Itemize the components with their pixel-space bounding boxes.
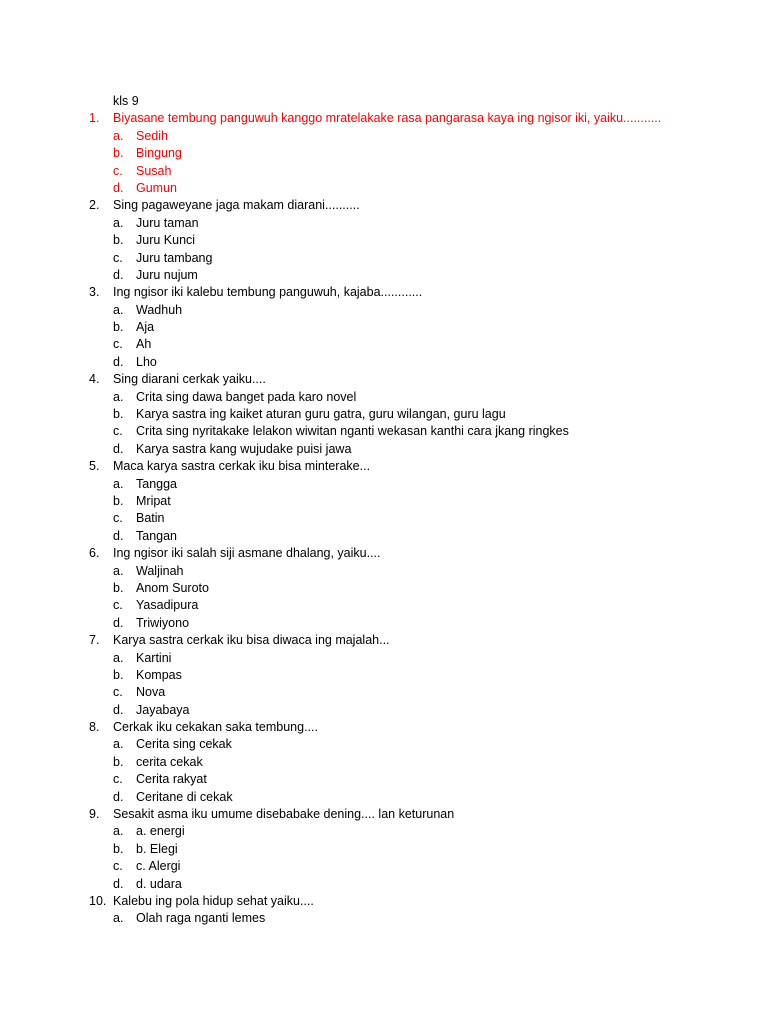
option-letter: d. xyxy=(113,180,124,195)
question-9 xyxy=(0,806,768,823)
answer-option xyxy=(0,510,768,527)
answer-option xyxy=(0,232,768,249)
answer-option xyxy=(0,736,768,753)
answer-option xyxy=(0,476,768,493)
option-letter: a. xyxy=(113,563,124,578)
option-letter: b. xyxy=(113,407,124,422)
question-2 xyxy=(0,197,768,214)
answer-option xyxy=(0,250,768,267)
option-text: c. Alergi xyxy=(136,859,181,874)
question-number: 6. xyxy=(89,546,100,561)
document-page xyxy=(0,93,768,928)
answer-option xyxy=(0,684,768,701)
answer-option xyxy=(0,841,768,858)
answer-option xyxy=(0,563,768,580)
option-text: Ceritane di cekak xyxy=(136,789,233,804)
option-text: Kartini xyxy=(136,650,172,665)
answer-option xyxy=(0,667,768,684)
question-number: 10. xyxy=(89,893,107,908)
question-number: 8. xyxy=(89,720,100,735)
option-text: Juru nujum xyxy=(136,267,198,282)
question-number: 2. xyxy=(89,198,100,213)
option-letter: d. xyxy=(113,528,124,543)
option-letter: a. xyxy=(113,476,124,491)
answer-option xyxy=(0,163,768,180)
option-text: Kompas xyxy=(136,667,182,682)
answer-option xyxy=(0,493,768,510)
answer-option xyxy=(0,615,768,632)
answer-option xyxy=(0,580,768,597)
question-text: Cerkak iku cekakan saka tembung.... xyxy=(113,720,318,735)
question-4 xyxy=(0,371,768,388)
option-text: Olah raga nganti lemes xyxy=(136,911,266,926)
class-header: kls 9 xyxy=(113,94,139,108)
question-text: Sing pagaweyane jaga makam diarani.......... xyxy=(113,198,360,213)
question-text: Sesakit asma iku umume disebabake dening.... lan keturunan xyxy=(113,807,455,822)
option-text: Karya sastra kang wujudake puisi jawa xyxy=(136,441,352,456)
option-letter: a. xyxy=(113,650,124,665)
question-text: Ing ngisor iki salah siji asmane dhalang, yaiku.... xyxy=(113,546,381,561)
answer-option xyxy=(0,858,768,875)
option-text: Susah xyxy=(136,163,172,178)
question-number: 1. xyxy=(89,111,100,126)
option-text: Ah xyxy=(136,337,152,352)
option-text: Karya sastra ing kaiket aturan guru gatra, guru wilangan, guru lagu xyxy=(136,407,506,422)
option-text: Mripat xyxy=(136,493,171,508)
option-letter: b. xyxy=(113,841,124,856)
answer-option xyxy=(0,128,768,145)
option-letter: b. xyxy=(113,493,124,508)
option-letter: c. xyxy=(113,685,123,700)
option-letter: d. xyxy=(113,354,124,369)
option-letter: c. xyxy=(113,163,123,178)
answer-option xyxy=(0,423,768,440)
question-5 xyxy=(0,458,768,475)
option-letter: d. xyxy=(113,789,124,804)
question-number: 4. xyxy=(89,372,100,387)
question-number: 7. xyxy=(89,633,100,648)
question-text: Maca karya sastra cerkak iku bisa minterake... xyxy=(113,459,371,474)
option-text: Sedih xyxy=(136,128,168,143)
option-letter: d. xyxy=(113,876,124,891)
option-letter: c. xyxy=(113,250,123,265)
option-letter: a. xyxy=(113,128,124,143)
option-text: Aja xyxy=(136,320,155,335)
question-number: 3. xyxy=(89,285,100,300)
option-text: Nova xyxy=(136,685,166,700)
option-letter: b. xyxy=(113,754,124,769)
option-text: Cerita rakyat xyxy=(136,772,207,787)
option-text: Juru Kunci xyxy=(136,233,196,248)
answer-option xyxy=(0,771,768,788)
option-letter: a. xyxy=(113,911,124,926)
answer-option xyxy=(0,754,768,771)
answer-option xyxy=(0,441,768,458)
answer-option xyxy=(0,336,768,353)
option-letter: c. xyxy=(113,859,123,874)
option-letter: a. xyxy=(113,215,124,230)
answer-option xyxy=(0,145,768,162)
option-text: Batin xyxy=(136,511,165,526)
question-text: Ing ngisor iki kalebu tembung panguwuh, kajaba............ xyxy=(113,285,423,300)
question-7 xyxy=(0,632,768,649)
option-letter: c. xyxy=(113,337,123,352)
question-text: Biyasane tembung panguwuh kanggo mratelakake rasa pangarasa kaya ing ngisor iki, yaiku........... xyxy=(113,111,662,126)
question-6 xyxy=(0,545,768,562)
option-text: a. energi xyxy=(136,824,185,839)
option-letter: d. xyxy=(113,267,124,282)
question-number: 5. xyxy=(89,459,100,474)
option-letter: a. xyxy=(113,389,124,404)
question-text: Sing diarani cerkak yaiku.... xyxy=(113,372,266,387)
option-letter: b. xyxy=(113,667,124,682)
answer-option xyxy=(0,876,768,893)
option-letter: c. xyxy=(113,424,123,439)
answer-option xyxy=(0,789,768,806)
answer-option xyxy=(0,354,768,371)
answer-option xyxy=(0,528,768,545)
option-text: Cerita sing cekak xyxy=(136,737,232,752)
question-list xyxy=(0,110,768,927)
answer-option xyxy=(0,267,768,284)
option-letter: b. xyxy=(113,233,124,248)
question-number: 9. xyxy=(89,807,100,822)
answer-option xyxy=(0,597,768,614)
option-text: b. Elegi xyxy=(136,841,178,856)
answer-option xyxy=(0,180,768,197)
answer-option xyxy=(0,650,768,667)
option-letter: b. xyxy=(113,320,124,335)
option-text: Juru taman xyxy=(136,215,199,230)
option-text: d. udara xyxy=(136,876,182,891)
option-text: Triwiyono xyxy=(136,615,190,630)
answer-option xyxy=(0,389,768,406)
option-text: Wadhuh xyxy=(136,302,183,317)
question-1 xyxy=(0,110,768,127)
option-letter: c. xyxy=(113,598,123,613)
option-text: Anom Suroto xyxy=(136,580,209,595)
question-text: Karya sastra cerkak iku bisa diwaca ing majalah... xyxy=(113,633,390,648)
answer-option xyxy=(0,406,768,423)
option-text: Lho xyxy=(136,354,157,369)
question-8 xyxy=(0,719,768,736)
question-3 xyxy=(0,284,768,301)
question-10 xyxy=(0,893,768,910)
option-text: Yasadipura xyxy=(136,598,199,613)
answer-option xyxy=(0,702,768,719)
option-text: Crita sing dawa banget pada karo novel xyxy=(136,389,357,404)
answer-option xyxy=(0,823,768,840)
option-text: Crita sing nyritakake lelakon wiwitan nganti wekasan kanthi cara jkang ringkes xyxy=(136,424,569,439)
option-letter: b. xyxy=(113,580,124,595)
option-letter: b. xyxy=(113,146,124,161)
option-letter: d. xyxy=(113,441,124,456)
question-text: Kalebu ing pola hidup sehat yaiku.... xyxy=(113,893,314,908)
option-letter: c. xyxy=(113,511,123,526)
option-text: Juru tambang xyxy=(136,250,213,265)
option-letter: a. xyxy=(113,737,124,752)
option-text: Bingung xyxy=(136,146,182,161)
option-text: Jayabaya xyxy=(136,702,190,717)
option-text: cerita cekak xyxy=(136,754,203,769)
option-letter: a. xyxy=(113,302,124,317)
answer-option xyxy=(0,302,768,319)
option-text: Tangan xyxy=(136,528,178,543)
answer-option xyxy=(0,910,768,927)
answer-option xyxy=(0,215,768,232)
option-letter: c. xyxy=(113,772,123,787)
answer-option xyxy=(0,319,768,336)
option-text: Gumun xyxy=(136,180,177,195)
option-letter: a. xyxy=(113,824,124,839)
option-text: Waljinah xyxy=(136,563,184,578)
option-text: Tangga xyxy=(136,476,178,491)
option-letter: d. xyxy=(113,702,124,717)
option-letter: d. xyxy=(113,615,124,630)
